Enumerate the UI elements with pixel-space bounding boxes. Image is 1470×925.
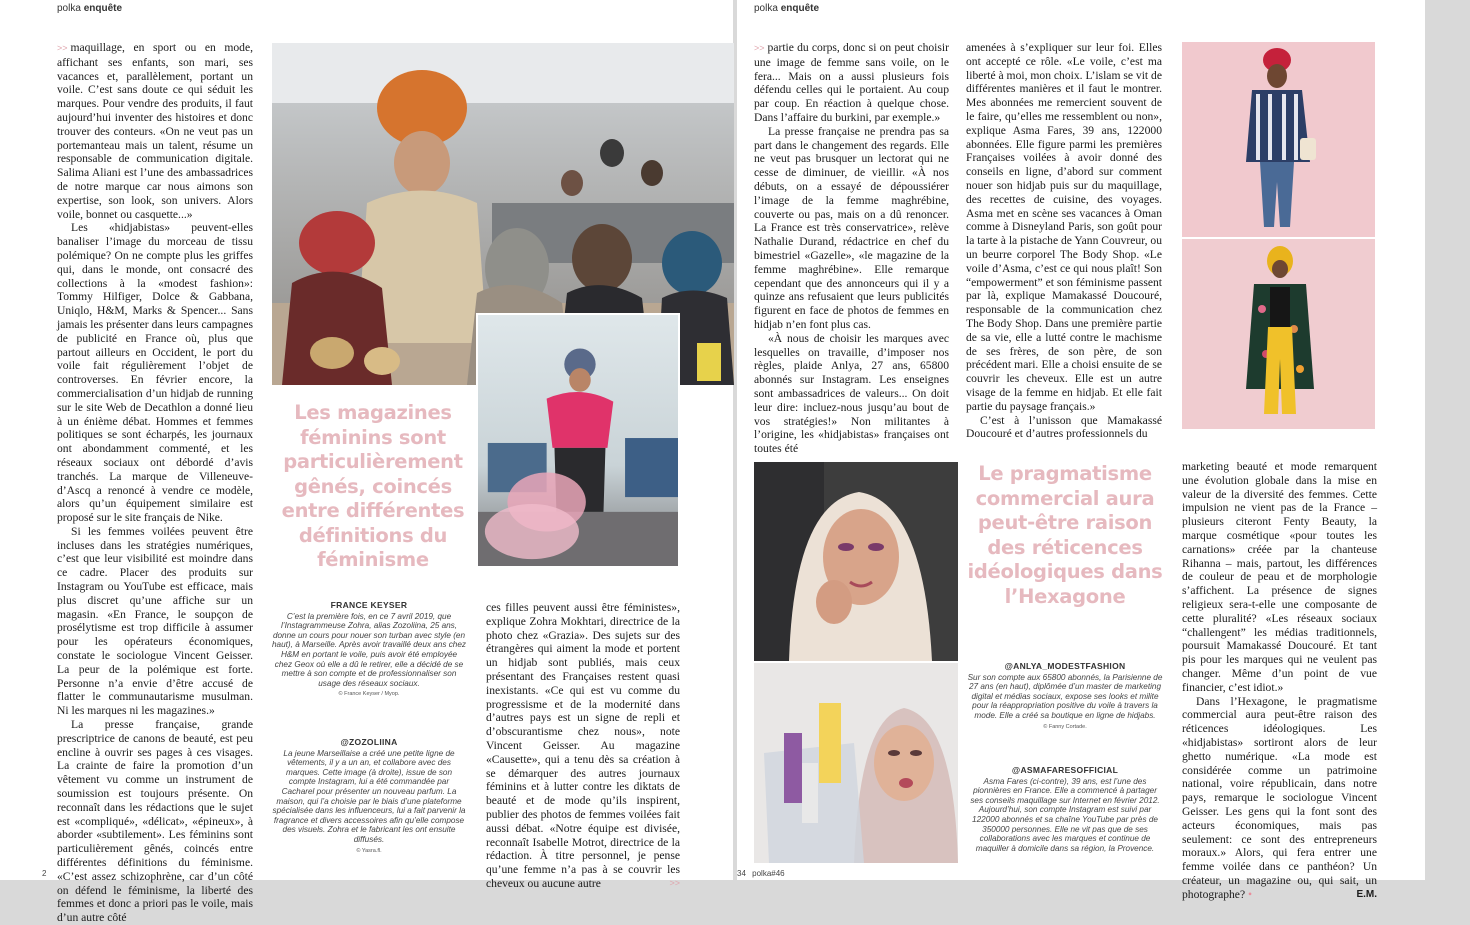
photo-yellow-trousers-portrait — [1182, 239, 1375, 429]
paragraph: amenées à s’expliquer sur leur foi. Elles ont accepté ce rôle. «Le voile, c’est ma liberté à moi, mon choix. L’islam se vit de différentes manières et il faut le montrer. Mes abonnées me remercient souvent de le faire, qu’elles me ressemblent ou non», explique Asma Fares, 39 ans, 122000 abonnées. Elle figure parmi les premières Françaises voilées à avoir donné des conseils en ligne, d’abord sur comment nouer son hidjab puis sur du maquillage, des recettes de cuisine, des voyages. Asma met en scène ses vacances à Oman comme à Disneyland Paris, son goût pour la tarte à la pistache de Yann Couvreur, ou un beurre corporel The Body Shop. «Le voile d’Asma, c’est ce qui nous plaît! Son “empowerment” et son féminisme passent par là, explique Mamakassé Doucouré, responsable de la communication chez The Body Shop. Dans une première partie de sa vie, elle a lutté contre le machisme de ses frères, de son père, de son précédent mari. Elle a choisi ensuite de se couvrir les cheveux. Elle est un autre visage de la femme en hidjab. Et elle fait partie du paysage français.» — [966, 41, 1162, 413]
paragraph: ces filles peuvent aussi être féministes», explique Zohra Mokhtari, directrice de la photo chez «Grazia». Des sujets sur des étrangères qui aiment la mode et portent un hidjab sont publiés, mais ceux présentant des Françaises restent quasi inexistants. «Ce qui est vu comme du progressisme et de la modernité dans d’autres pays est un signe de repli et d’obscurantisme chez nous», note Vincent Geisser. Au magazine «Causette», qui a tenu dès sa création à se démarquer des autres journaux féminins et à lutter contre les diktats de beauté et de mode qu’ils inspirent, publier des photos de femmes voilées fait aussi débat. «Notre équipe est divisée, reconnaît Isabelle Motrot, directrice de la rédaction. À titre personnel, je pense qu’une femme n’a pas à se couvrir les cheveux ou aucune autre — [486, 601, 680, 890]
end-mark: • — [1248, 887, 1253, 901]
article-column-3 — [1182, 460, 1377, 901]
pull-quote: Le pragmatisme commercial aura peut-être raison des réticences idéologiques dans l’Hexagone — [967, 462, 1163, 608]
paragraph: Si les femmes voilées peuvent être incluses dans les stratégies numériques, c’est que leur visibilité est moindre dans ce cadre. Placer des produits sur Instagram ou YouTube est efficace, mais plus discret qu’une affiche sur un magasin. «En France, le soupçon de prosélytisme est trop difficile à assumer pour les opérateurs économiques, constate le sociologue Vincent Geisser. La peur de la polémique est forte. Personne n’a envie d’être accusé de flatter le communautarisme musulman. Ni les marques ni les magazines.» — [57, 524, 253, 718]
left-page — [0, 0, 733, 925]
author-signature: E.M. — [1356, 888, 1377, 900]
continued-marker: >> — [669, 877, 680, 888]
caption-text: La jeune Marseillaise a créé une petite ligne de vêtements, il y a un an, et collabore avec des marques. Cette image (à droite), issue de son compte Instagram, lui a été commandée par Cacharel pour présenter un nouveau parfum. La maison, qui l’a choisie par le biais d’une plateforme spécialisée dans les influenceurs, lui a fait parvenir la fragrance et divers accessoires afin qu’elle compose des visuels. Zohra et le fabricant les ont ensuite diffusés. — [272, 748, 466, 844]
photo-hijab-makeup-portrait — [754, 462, 958, 661]
caption-text: Sur son compte aux 65800 abonnés, la Parisienne de 27 ans (en haut), diplômée d’un master de marketing digital et médias sociaux, expose ses looks et milite pour la réappropriation positive du voile à travers la mode. Elle a créé sa boutique en ligne de hidjabs. — [967, 672, 1163, 720]
caption-handle: @ANLYA_MODESTFASHION — [1004, 661, 1126, 671]
caption-text: Asma Fares (ci-contre), 39 ans, est l’une des pionnières en France. Elle a commencé à partager ses conseils maquillage sur Internet en février 2012. Aujourd’hui, son compte Instagram est suivi par 122000 abonnés et sa chaîne YouTube par près de 350000 personnes. Elle ne vit pas que de ses collaborations avec les marques et continue de maquiller à domicile dans sa région, la Provence. — [970, 776, 1160, 853]
article-column-1 — [754, 41, 949, 456]
caption-handle: @ASMAFARESOFFICIAL — [1011, 765, 1119, 775]
paragraph: marketing beauté et mode remarquent une évolution globale dans la mise en valeur de la diversité des femmes. Cette impulsion ne vient pas de la France – plusieurs citeront Fenty Beauty, la marque cosmétique «pour toutes les carnations» créée par la chanteuse Rihanna – mais, partout, les différences de couleur de peau et de morphologie s’affichent. La présence de signes religieux sera-t-elle une composante de cette pluralité? «Les réseaux sociaux “challengent” les médias traditionnels, poursuit Mamakassé Doucouré. Et tant pis pour les marques qui ne veulent pas changer. Même d’un point de vue financier, c’est idiot.» — [1182, 460, 1377, 694]
article-column-3 — [486, 601, 680, 890]
article-column-2 — [966, 41, 1162, 441]
photo-caption — [967, 662, 1163, 732]
running-head: polka enquête — [754, 3, 820, 14]
paragraph: Dans l’Hexagone, le pragmatisme commercial aura peut-être raison des réticences idéologiques. Les «hidjabistas» sortiront alors de leur ghetto numérique. «La mode est considérée comme un patrimoine national, voire républicain, dans notre pays, remarque le sociologue Vincent Geisser. Les gens qui la font sont des acteurs économiques, mais pas seulement: ce sont des entrepreneurs moraux.» Alors, qui fera entrer une femme voilée dans ce panthéon? Un créateur, un magazine ou, qui sait, un photographe? — [1182, 694, 1377, 901]
article-column-1 — [57, 41, 253, 925]
paragraph: La presse française ne prendra pas sa part dans le changement des regards. Elle ne veut pas brusquer un lectorat qui ne cesse de diminuer, de vieillir. «À nos débuts, on a essayé de dépoussiérer l’image de la femme maghrébine, couverte ou pas, mais on a dû renoncer. La France est très conservatrice», relève Nathalie Durand, rédactrice en chef du bimestriel «Gazelle», «le magazine de la femme maghrébine». Elle remarque cependant que des annonceurs qui il y a quinze ans refusaient que leurs publicités figurent en face de photos de femmes en hidjab n’en font plus cas. — [754, 124, 949, 331]
paragraph: C’est à l’unisson que Mamakassé Doucouré et d’autres professionnels du — [966, 413, 1162, 441]
folio: 34 polka#46 — [737, 869, 785, 878]
paragraph: maquillage, en sport ou en mode, affichant ses enfants, son mari, ses vacances et, parallèlement, portant un voile. C’est sans doute ce qui séduit les marques. Pour vendre des produits, il faut aujourd’hui inventer des histoires et donc trouver des conteurs. «On ne veut pas un portemanteau mais un talent, résume un responsable de communication digitale. Salima Aliani est l’une des ambassadrices de notre marque car nous aimons son expertise, son look, son univers. Alors voile, bonnet ou casquette...» — [57, 41, 253, 221]
paragraph: «À nous de choisir les marques avec lesquelles on travaille, d’imposer nos règles, plaide Anlya, 27 ans, 65800 abonnés sur Instagram. Les enseignes sont ambassadrices de valeurs... On doit leur dire: incluez-nous jusqu’au bout de vos stratégies!» Non militantes à l’origine, les «hidjabistas» françaises ont toutes été — [754, 331, 949, 456]
photo-credit: © Yasra.fl. — [356, 847, 382, 854]
folio: 2 — [42, 869, 47, 878]
photo-cosmetics-portrait — [754, 663, 958, 863]
caption-text: C’est la première fois, en ce 7 avril 2019, que l’Instagrammeuse Zohra, alias Zozoliina, 25 ans, donne un cours pour nouer son turban avec style (en haut), à Marseille. Après avoir travaillé deux ans chez H&M en portant le voile, puis avoir été employée chez Geox où elle a dû le retirer, elle a décidé de se mettre à son compte et de professionnaliser son usage des réseaux sociaux. — [272, 611, 467, 688]
photo-credit: © France Keyser / Myop. — [338, 691, 400, 698]
paragraph: Les «hidjabistas» peuvent-elles banaliser l’image du morceau de tissu polémique? On ne compte plus les griffes qui, dans le monde, ont consacré des collections à la «modest fashion»: Tommy Hilfiger, Dolce & Gabbana, Uniqlo, H&M, Marks & Spencer... Sans jamais les présenter dans leurs campagnes de publicité en France où, plus que partout ailleurs en Occident, le port du voile fait régulièrement l’objet de controverses. En février encore, la commercialisation d’un hidjab de running sur le site Web de Decathlon a donné lieu à un énième débat. Hommes et femmes politiques se sont écharpés, les journaux ont abondamment commenté, et les réseaux sociaux ont débordé d’avis tranchés. La marque de Villeneuve-d’Ascq a renoncé à vendre ce modèle, alors qu’un équipement similaire est proposé sur le site français de Nike. — [57, 221, 253, 525]
photo-caption — [272, 601, 466, 700]
photo-striped-coat-portrait — [1182, 42, 1375, 237]
pull-quote: Les magazines féminins sont particulièrement gênés, coincés entre différentes définitions du féminisme — [281, 401, 465, 571]
caption-handle: FRANCE KEYSER — [330, 600, 408, 610]
photo-pink-smoke-portrait — [476, 313, 680, 568]
paragraph: partie du corps, donc si on peut choisir une image de femme sans voile, on le fera... Mais on a aussi plusieurs fois défendu celles qui le portaient. Au coup par coup. En réaction à quelque chose. Dans l’affaire du burkini, par exemple.» — [754, 41, 949, 124]
photo-caption — [967, 766, 1163, 853]
paragraph: La presse française, grande prescriptrice de canons de beauté, est peu encline à ouvrir ses pages à ces visages. La crainte de faire la promotion d’un vêtement vu comme un instrument de soumission est toujours présente. On reconnaît dans les rédactions que le sujet est «compliqué», «délicat», «épineux», à aborder «subtilement». Les féminins sont particulièrement gênés, coincés entre différentes définitions du féminisme. «C’est assez schizophrène, car d’un côté on défend le féminisme, la liberté des femmes et donc a priori pas le voile, mais d’un autre côté — [57, 718, 253, 925]
continued-marker: >> — [754, 43, 765, 53]
photo-caption — [272, 738, 466, 856]
running-head: polka enquête — [57, 3, 123, 14]
right-page — [737, 0, 1425, 901]
continued-marker: >> — [57, 43, 68, 53]
caption-handle: @ZOZOLIINA — [340, 737, 398, 747]
photo-credit: © Fanny Cortade. — [1043, 723, 1087, 730]
